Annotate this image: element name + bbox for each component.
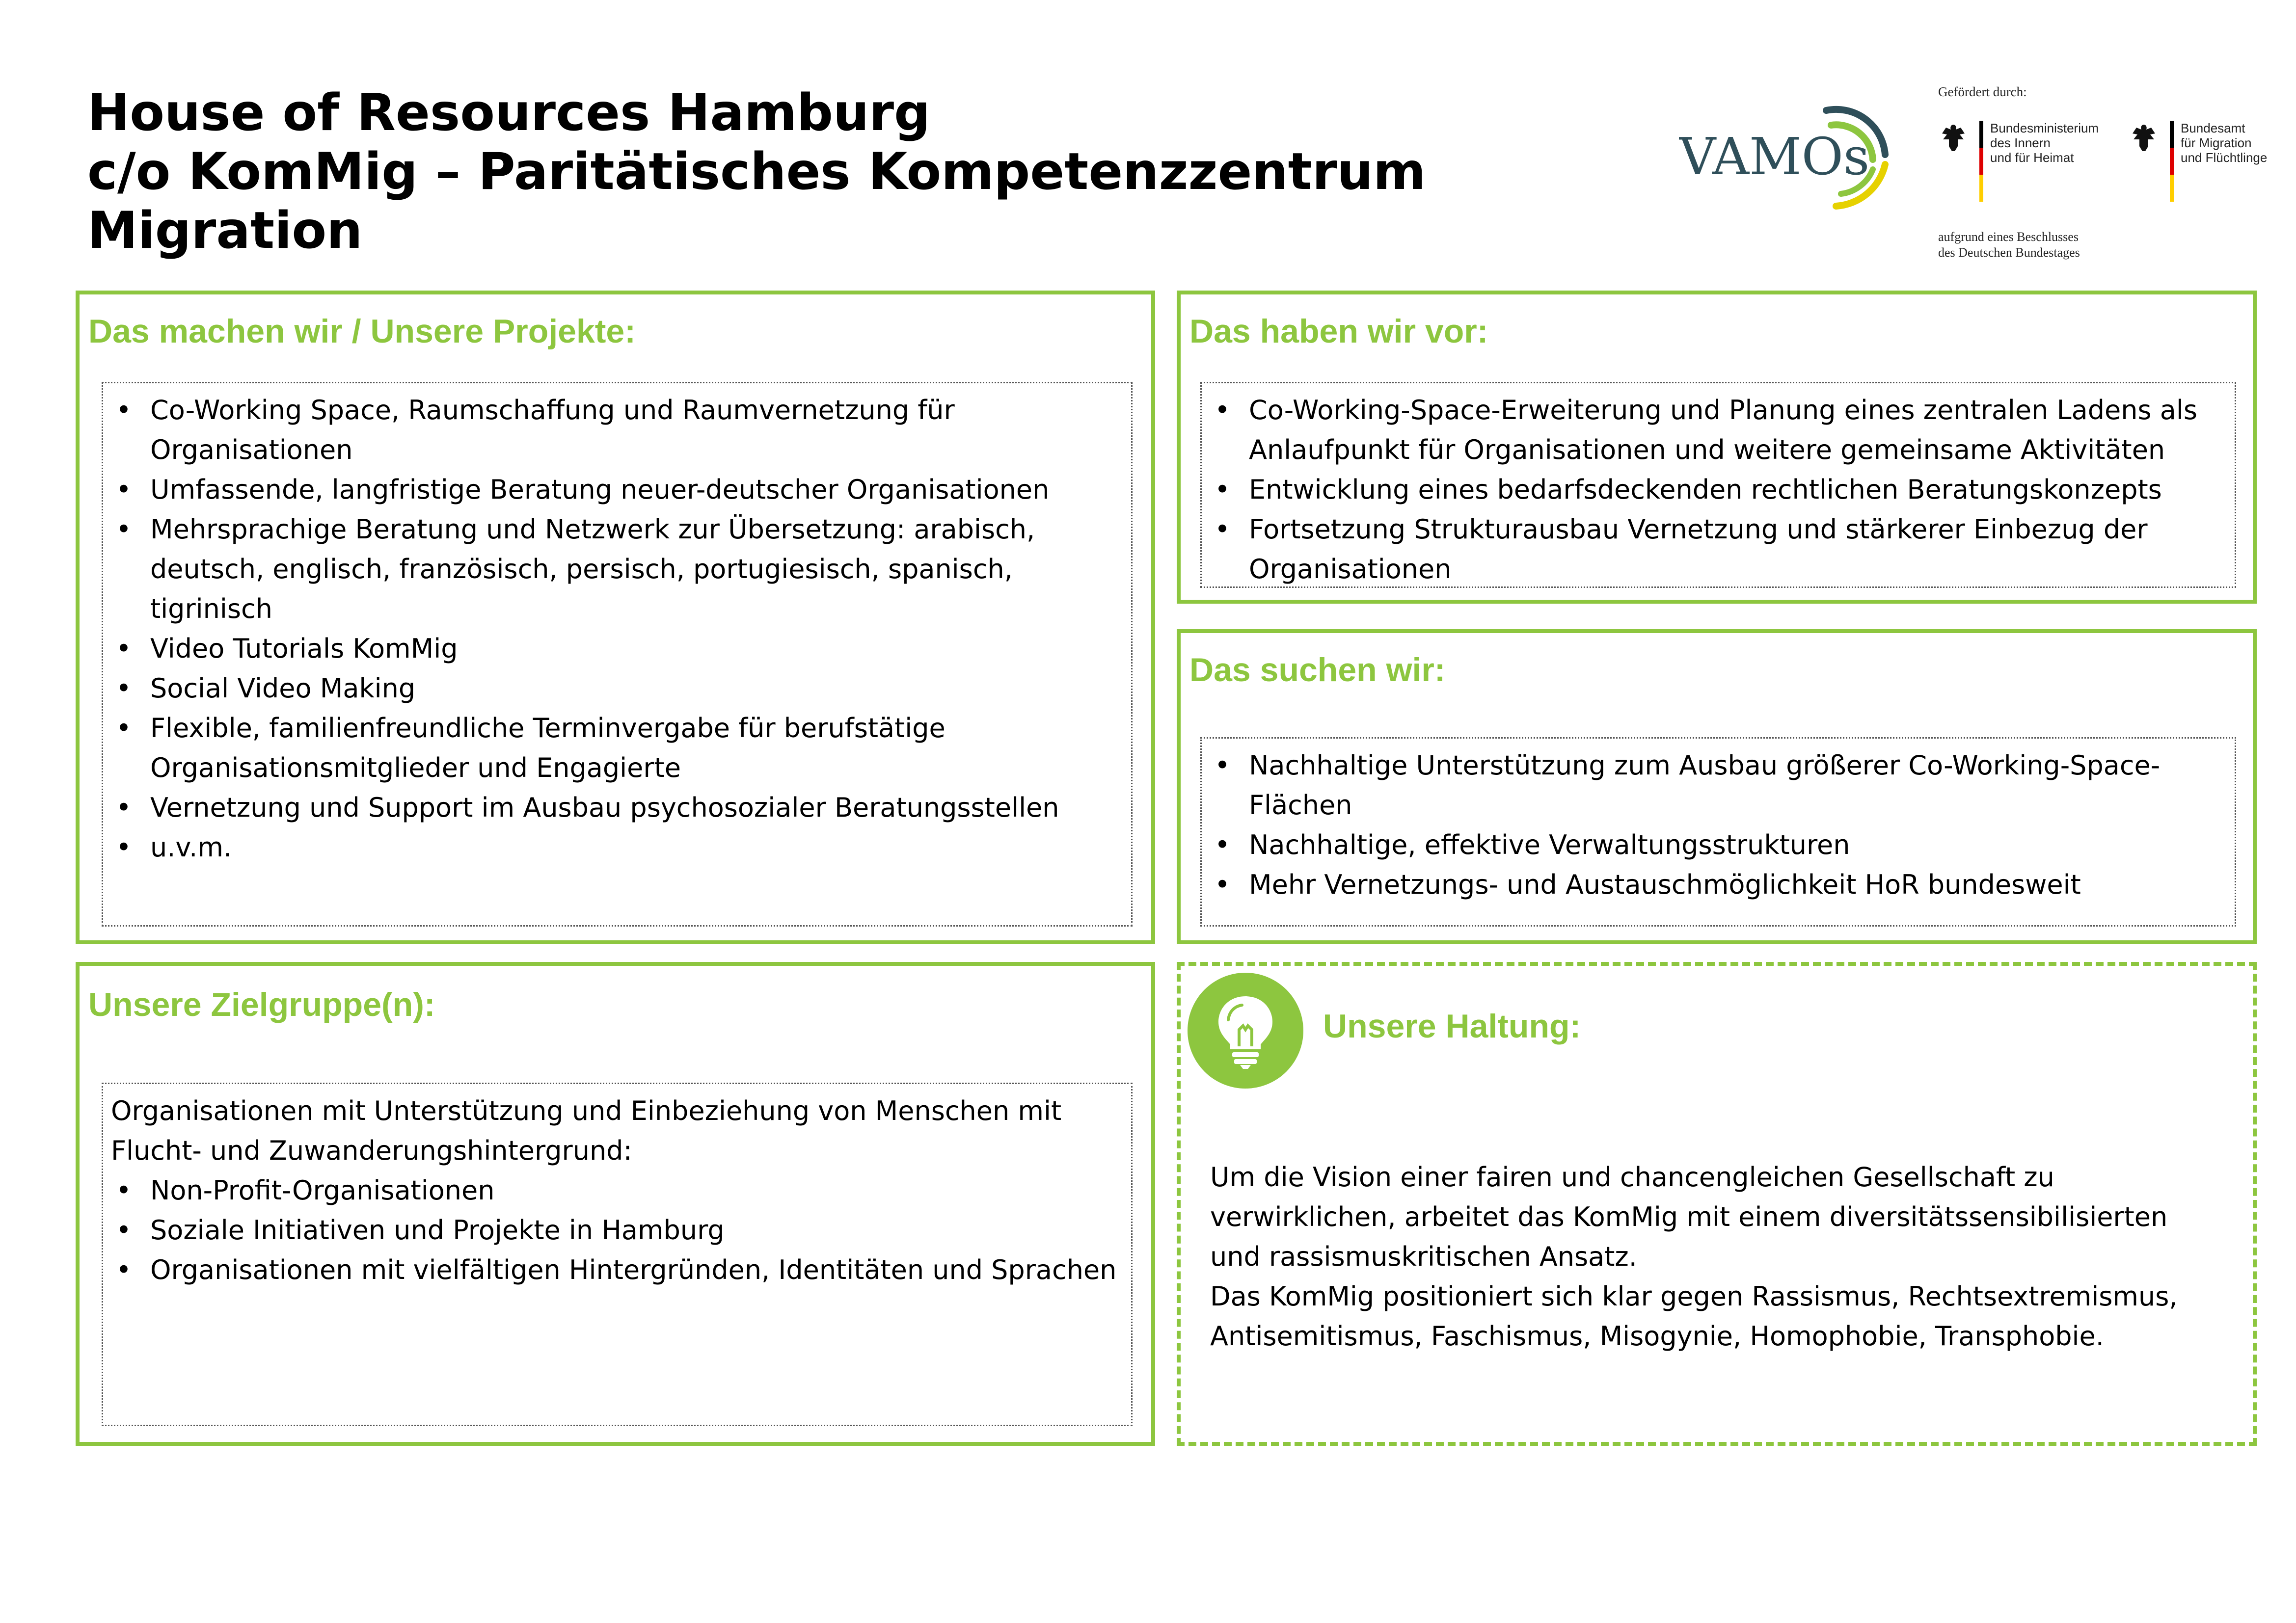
list-item: • Umfassende, langfristige Beratung neuer-deutscher Organisationen (113, 470, 1121, 509)
lightbulb-icon (1214, 991, 1277, 1070)
projekte-section (76, 291, 1155, 944)
suchen-list-frame (1200, 737, 2236, 927)
zielgruppe-list (113, 1171, 1121, 1290)
list-item: • Flexible, familienfreundliche Terminvergabe für berufstätige Organisationsmitglieder und Engagierte (113, 708, 1121, 788)
zielgruppe-heading: Unsere Zielgruppe(n): (88, 986, 435, 1023)
list-item: • Vernetzung und Support im Ausbau psychosozialer Beratungsstellen (113, 788, 1121, 827)
sponsor-footnote: aufgrund eines Beschlusses des Deutschen Bundestages (1938, 230, 2080, 260)
list-item: • Co-Working-Space-Erweiterung und Planung eines zentralen Ladens als Anlaufpunkt für Organisationen und weitere gemeinsame Aktivitäten (1212, 390, 2225, 470)
ministry-bmi-name: Bundesministerium des Innern und für Heimat (1990, 121, 2099, 165)
haltung-paragraph-2: Das KomMig positioniert sich klar gegen Rassismus, Rechtsextremismus, Antisemitismus, Faschismus, Misogynie, Homophobie, Transphobie. (1210, 1281, 2178, 1352)
vamos-wordmark: VAMOs (1679, 127, 1870, 186)
list-item: • Nachhaltige Unterstützung zum Ausbau größerer Co-Working-Space-Flächen (1212, 745, 2225, 825)
list-item: • u.v.m. (113, 827, 1121, 867)
lightbulb-badge (1188, 973, 1303, 1089)
ministry-bamf-name: Bundesamt für Migration und Flüchtlinge (2181, 121, 2268, 165)
list-item: • Fortsetzung Strukturausbau Vernetzung und stärkerer Einbezug der Organisationen (1212, 509, 2225, 589)
german-flag-bar (2170, 121, 2174, 202)
vorhaben-list-frame (1200, 382, 2236, 588)
projekte-list (113, 390, 1121, 867)
federal-eagle-icon (1936, 121, 1971, 155)
vorhaben-heading: Das haben wir vor: (1189, 313, 1488, 350)
list-item: • Social Video Making (113, 668, 1121, 708)
projekte-heading: Das machen wir / Unsere Projekte: (88, 313, 636, 350)
ministry-bmi-logo (1936, 121, 2099, 209)
list-item: • Nachhaltige, effektive Verwaltungsstrukturen (1212, 825, 2225, 865)
haltung-text (1210, 1157, 2216, 1356)
title-line-2: c/o KomMig – Paritätisches Kompetenzzentrum (87, 142, 1426, 201)
vorhaben-section (1177, 291, 2257, 604)
list-item: • Entwicklung eines bedarfsdeckenden rechtlichen Beratungskonzepts (1212, 470, 2225, 509)
list-item: • Co-Working Space, Raumschaffung und Raumvernetzung für Organisationen (113, 390, 1121, 470)
haltung-paragraph-1: Um die Vision einer fairen und chancengleichen Gesellschaft zu verwirklichen, arbeitet das KomMig mit einem diversitätssensibilisierten und rassismuskritischen Ansatz. (1210, 1162, 2168, 1272)
list-item: • Organisationen mit vielfältigen Hintergründen, Identitäten und Sprachen (113, 1250, 1121, 1290)
zielgruppe-intro: Organisationen mit Unterstützung und Einbeziehung von Menschen mit Flucht- und Zuwanderungshintergrund: (111, 1095, 1062, 1166)
list-item: • Mehrsprachige Beratung und Netzwerk zur Übersetzung: arabisch, deutsch, englisch, französisch, persisch, portugiesisch, spanisch, tigrinisch (113, 509, 1121, 629)
list-item: • Non-Profit-Organisationen (113, 1171, 1121, 1210)
suchen-list (1212, 745, 2225, 905)
vamos-logo (1679, 96, 1924, 213)
title-line-1: House of Resources Hamburg (87, 83, 930, 142)
ministry-bamf-logo (2127, 121, 2267, 209)
zielgruppe-section (76, 962, 1155, 1446)
page-title (87, 83, 1511, 260)
vorhaben-list (1212, 390, 2225, 589)
list-item: • Video Tutorials KomMig (113, 629, 1121, 668)
german-flag-bar (1979, 121, 1983, 202)
haltung-section (1177, 962, 2257, 1446)
zielgruppe-list-frame (102, 1083, 1133, 1426)
sponsor-label: Gefördert durch: (1938, 84, 2027, 99)
list-item: • Soziale Initiativen und Projekte in Hamburg (113, 1210, 1121, 1250)
projekte-list-frame (102, 382, 1133, 927)
suchen-heading: Das suchen wir: (1189, 651, 1446, 689)
title-line-3: Migration (87, 201, 363, 260)
list-item: • Mehr Vernetzungs- und Austauschmöglichkeit HoR bundesweit (1212, 865, 2225, 905)
federal-eagle-icon (2127, 121, 2161, 155)
haltung-heading: Unsere Haltung: (1323, 1008, 1581, 1045)
suchen-section (1177, 629, 2257, 944)
